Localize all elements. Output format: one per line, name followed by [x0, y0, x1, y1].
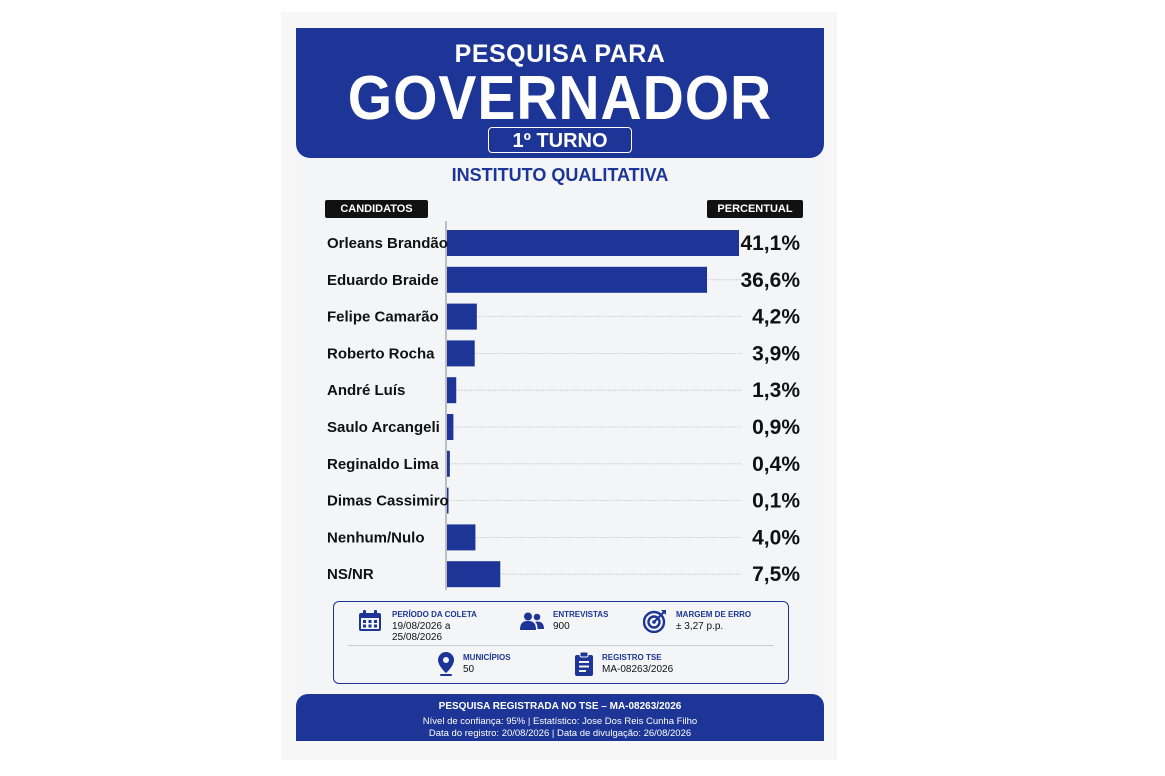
collection-period-end: 25/08/2026 [392, 632, 443, 643]
interviews-label: ENTREVISTAS [553, 610, 609, 619]
collection-period-start: 19/08/2026 a [392, 621, 451, 632]
bar-chart [296, 218, 824, 598]
poll-info-box [333, 601, 789, 684]
calendar-icon [358, 610, 382, 632]
bar [447, 340, 475, 366]
percent-column-header: PERCENTUAL [707, 200, 803, 218]
bar [447, 524, 475, 550]
tse-registration-label: REGISTRO TSE [602, 653, 662, 662]
header-banner [296, 28, 824, 158]
bar [447, 377, 456, 403]
footer-dates: Data do registro: 20/08/2026 | Data de divulgação: 26/08/2026 [428, 728, 692, 739]
candidate-label: NS/NR [327, 566, 374, 584]
candidate-label: Roberto Rocha [327, 345, 435, 363]
percent-label: 7,5% [752, 563, 800, 587]
footer-confidence: Nível de confiança: 95% | Estatístico: Jose Dos Reis Cunha Filho [422, 716, 698, 727]
poll-card [296, 28, 824, 741]
candidate-label: Nenhum/Nulo [327, 529, 425, 547]
info-divider [348, 645, 774, 646]
candidate-label: Orleans Brandão [327, 235, 448, 252]
round-badge: 1º TURNO [488, 127, 632, 153]
interviews-value: 900 [553, 621, 570, 632]
candidate-label: Dimas Cassimiro [327, 492, 449, 510]
collection-period-label: PERÍODO DA COLETA [392, 610, 477, 619]
percent-label: 3,9% [752, 342, 800, 366]
candidate-label: Saulo Arcangeli [327, 419, 440, 436]
bar [447, 561, 500, 587]
candidates-column-header: CANDIDATOS [325, 200, 428, 218]
candidate-label: Felipe Camarão [327, 308, 439, 326]
percent-label: 0,9% [752, 416, 800, 439]
bar [447, 267, 707, 293]
municipalities-value: 50 [463, 664, 475, 675]
institute-name: INSTITUTO QUALITATIVA [451, 165, 669, 185]
bar [447, 414, 453, 440]
percent-label: 4,0% [752, 526, 800, 550]
footer-banner [296, 694, 824, 741]
bar [447, 451, 450, 477]
percent-label: 41,1% [740, 232, 800, 255]
location-pin-icon [438, 652, 454, 676]
bar [447, 304, 477, 330]
percent-label: 0,4% [752, 452, 800, 476]
bar [447, 230, 739, 256]
candidate-label: André Luís [327, 382, 406, 400]
percent-label: 4,2% [752, 305, 800, 329]
footer-registration: PESQUISA REGISTRADA NO TSE – MA-08263/2026 [438, 701, 682, 712]
margin-of-error-label: MARGEM DE ERRO [676, 610, 752, 619]
target-icon [643, 609, 667, 633]
candidate-label: Eduardo Braide [327, 271, 439, 289]
people-icon [520, 612, 544, 630]
header-subtitle: PESQUISA PARA [454, 40, 666, 68]
header-title: GOVERNADOR [347, 64, 773, 133]
percent-label: 1,3% [752, 379, 800, 403]
percent-label: 0,1% [752, 489, 800, 513]
tse-registration-value: MA-08263/2026 [602, 664, 674, 675]
candidate-label: Reginaldo Lima [327, 455, 439, 473]
clipboard-icon [574, 652, 594, 676]
percent-label: 36,6% [740, 268, 800, 292]
margin-of-error-value: ± 3,27 p.p. [676, 621, 724, 632]
municipalities-label: MUNICÍPIOS [463, 653, 511, 662]
